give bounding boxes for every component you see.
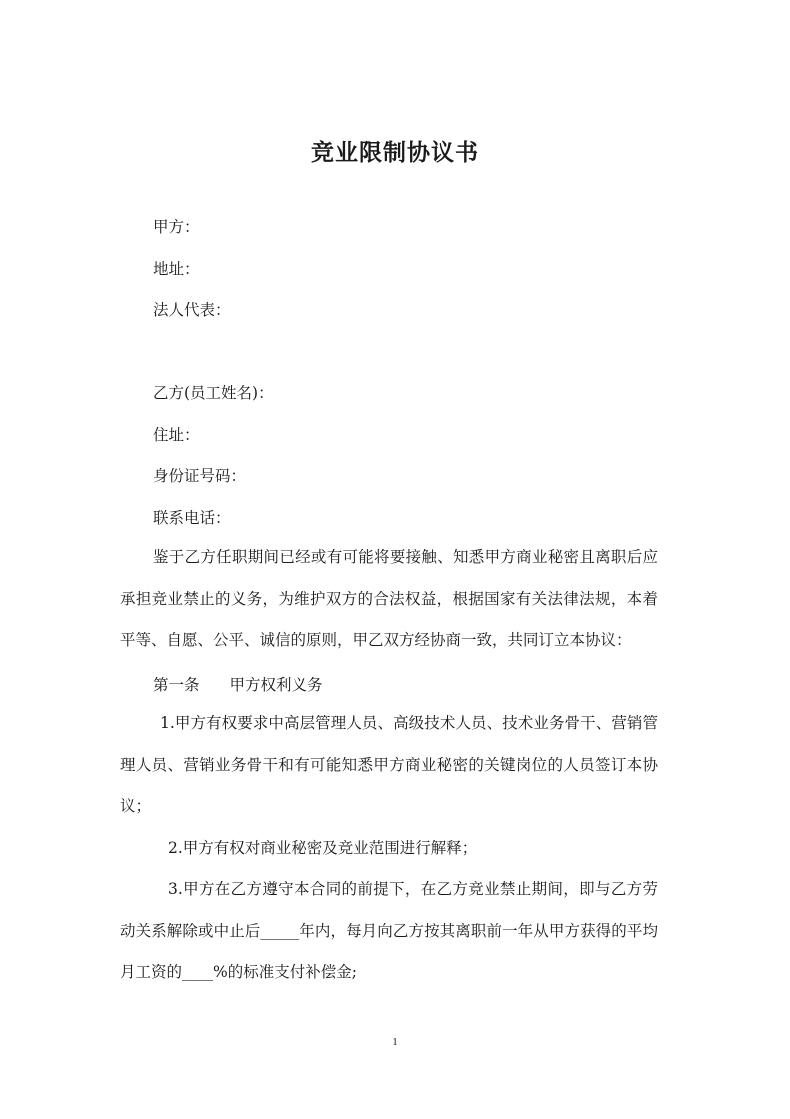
page-number: 1: [392, 1036, 398, 1048]
article-1-number: 第一条: [153, 676, 200, 694]
party-b-address-label: 住址：: [153, 426, 200, 444]
party-a-address-label: 地址：: [153, 260, 200, 278]
article-1-clause-2: 2.甲方有权对商业秘密及竞业范围进行解释；: [168, 839, 478, 857]
article-1-clause-1: 1.甲方有权要求中高层管理人员、高级技术人员、技术业务骨干、营销管理人员、营销业务骨干和有可能知悉甲方商业秘密的关键岗位的人员签订本协议；: [120, 714, 658, 815]
party-a-label: 甲方：: [153, 218, 200, 236]
article-1-heading: [153, 673, 323, 697]
party-b-id-label: 身份证号码：: [153, 467, 247, 485]
party-a-legal-rep-label: 法人代表：: [153, 301, 231, 319]
party-b-phone-label: 联系电话：: [153, 509, 231, 527]
article-1-clause-3: 3.甲方在乙方遵守本合同的前提下，在乙方竞业禁止期间，即与乙方劳动关系解除或中止后_____年内，每月向乙方按其离职前一年从甲方获得的平均月工资的____%的标准支付补偿金;: [120, 880, 658, 981]
article-1-title: 甲方权利义务: [229, 676, 323, 694]
party-b-label: 乙方(员工姓名)：: [153, 384, 274, 402]
preamble-paragraph: 鉴于乙方任职期间已经或有可能将要接触、知悉甲方商业秘密且离职后应承担竞业禁止的义务，为维护双方的合法权益，根据国家有关法律法规，本着平等、自愿、公平、诚信的原则，甲乙双方经协商一致，共同订立本协议：: [120, 548, 658, 649]
document-title: 竞业限制协议书: [311, 139, 479, 166]
